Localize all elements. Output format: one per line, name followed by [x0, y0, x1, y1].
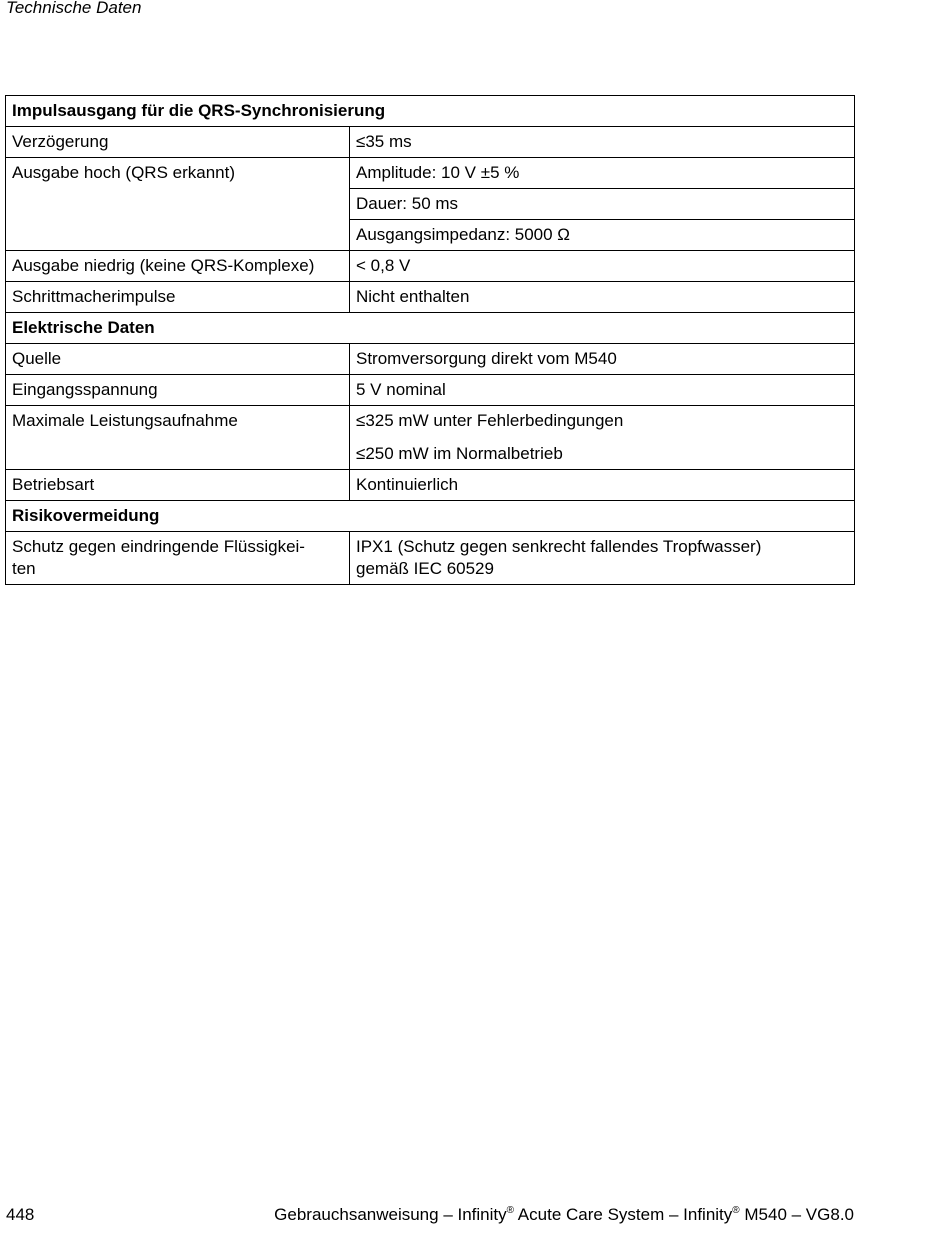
row-value-line: ≤250 mW im Normalbetrieb	[356, 444, 563, 463]
row-value: Ausgangsimpedanz: 5000 Ω	[350, 220, 855, 251]
table-row	[6, 127, 855, 158]
row-label: Ausgabe niedrig (keine QRS-Komplexe)	[6, 251, 350, 282]
registered-mark: ®	[506, 1205, 515, 1216]
footer-text: Gebrauchsanweisung – Infinity	[274, 1205, 507, 1224]
row-value: Dauer: 50 ms	[350, 189, 855, 220]
page-number: 448	[6, 1205, 35, 1224]
row-label: Quelle	[6, 344, 350, 375]
row-value-multi	[350, 406, 855, 470]
row-value: ≤35 ms	[350, 127, 855, 158]
registered-mark: ®	[732, 1205, 740, 1216]
table-row	[6, 406, 855, 470]
row-value: Stromversorgung direkt vom M540	[350, 344, 855, 375]
table-row	[6, 344, 855, 375]
row-value: Amplitude: 10 V ±5 %	[350, 158, 855, 189]
running-header: Technische Daten	[6, 0, 142, 17]
section-heading: Impulsausgang für die QRS-Synchronisierung	[6, 96, 855, 127]
row-value: 5 V nominal	[350, 375, 855, 406]
row-label: Schrittmacherimpulse	[6, 282, 350, 313]
table-row	[6, 158, 855, 189]
section-heading: Risikovermeidung	[6, 501, 855, 532]
section-heading-row	[6, 313, 855, 344]
row-label: Verzögerung	[6, 127, 350, 158]
row-value: Nicht enthalten	[350, 282, 855, 313]
table-row	[6, 282, 855, 313]
technical-data-table	[5, 95, 855, 585]
row-value-line: ≤325 mW unter Fehlerbedingungen	[356, 411, 624, 430]
footer-text: Acute Care System – Infinity	[514, 1205, 733, 1224]
row-label: Maximale Leistungsaufnahme	[6, 406, 350, 470]
row-label: Betriebsart	[6, 470, 350, 501]
row-label: Schutz gegen eindringende Flüssigkei- ten	[6, 532, 350, 585]
row-label: Ausgabe hoch (QRS erkannt)	[6, 158, 350, 251]
section-heading: Elektrische Daten	[6, 313, 855, 344]
table-row	[6, 251, 855, 282]
row-value: IPX1 (Schutz gegen senkrecht fallendes Tropfwasser) gemäß IEC 60529	[350, 532, 855, 585]
row-value: < 0,8 V	[350, 251, 855, 282]
table-row	[6, 375, 855, 406]
table-row	[6, 532, 855, 585]
row-value: Kontinuierlich	[350, 470, 855, 501]
footer-text: M540 – VG8.0	[739, 1205, 854, 1224]
row-label: Eingangsspannung	[6, 375, 350, 406]
table-row	[6, 470, 855, 501]
footer-document-title	[274, 1205, 854, 1225]
section-heading-row	[6, 96, 855, 127]
section-heading-row	[6, 501, 855, 532]
